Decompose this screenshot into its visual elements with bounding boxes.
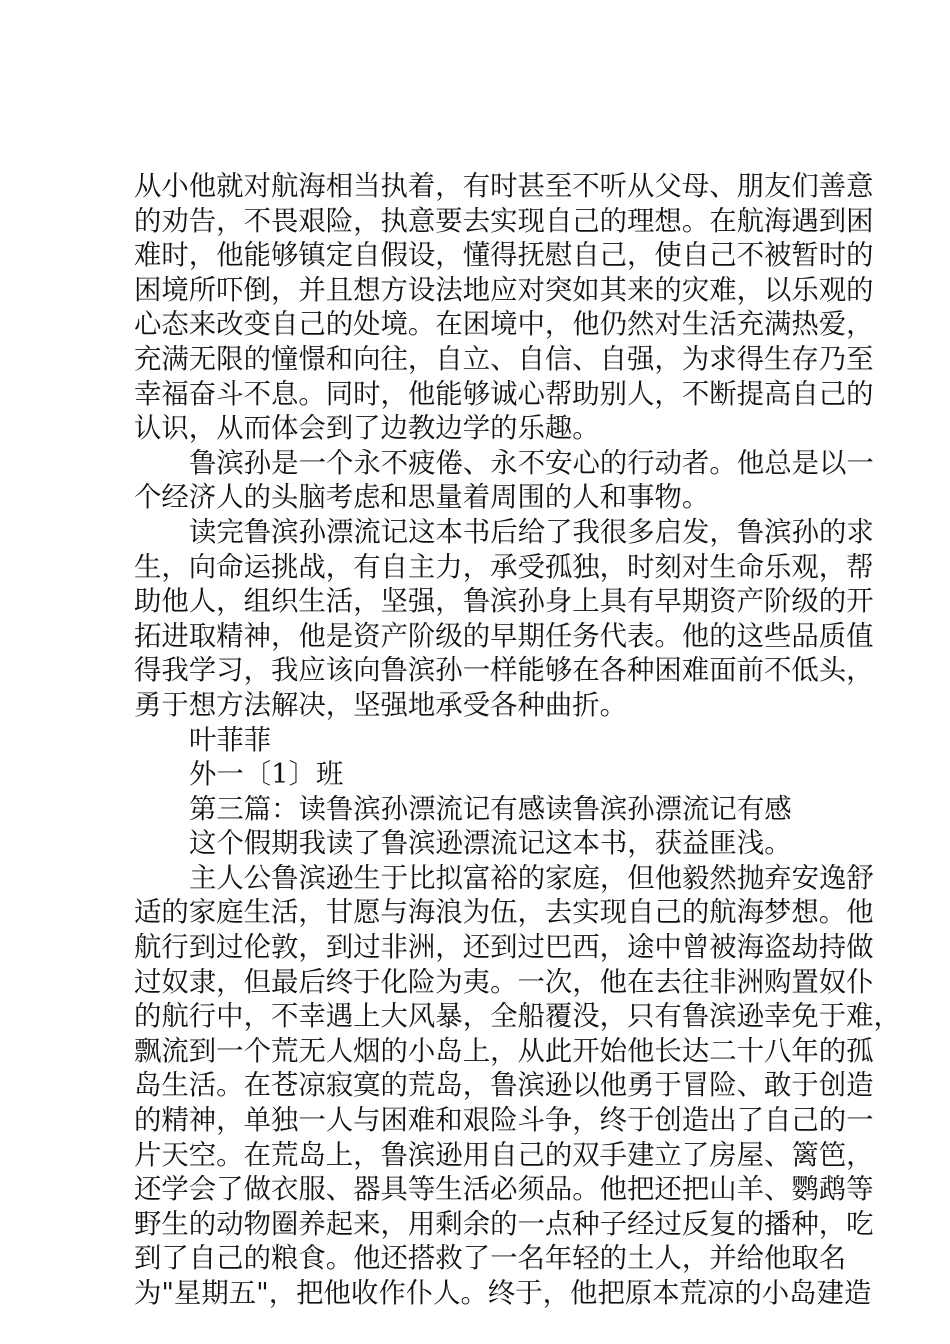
text-line: 拓进取精神，他是资产阶级的早期任务代表。他的这些品质值 <box>134 620 874 652</box>
text-line: 个经济人的头脑考虑和思量着周围的人和事物。 <box>134 482 710 514</box>
text-line: 航行到过伦敦，到过非洲，还到过巴西，途中曾被海盗劫持做 <box>134 932 874 964</box>
text-line: 困境所吓倒，并且想方设法地应对突如其来的灾难，以乐观的 <box>134 274 874 306</box>
text-line: 野生的动物圈养起来，用剩余的一点种子经过反复的播种，吃 <box>134 1208 874 1240</box>
text-line: 的劝告，不畏艰险，执意要去实现自己的理想。在航海遇到困 <box>134 205 874 237</box>
text-line: 得我学习，我应该向鲁滨孙一样能够在各种困难面前不低头， <box>134 655 874 687</box>
text-line: 难时，他能够镇定自假设，懂得抚慰自己，使自己不被暂时的 <box>134 240 874 272</box>
text-line: 片天空。在荒岛上，鲁滨逊用自己的双手建立了房屋、篱笆， <box>134 1139 874 1171</box>
text-line: 为"星期五"，把他收作仆人。终于，他把原本荒凉的小岛建造 <box>134 1278 872 1309</box>
text-line: 勇于想方法解决，坚强地承受各种曲折。 <box>134 689 628 721</box>
text-line: 适的家庭生活，甘愿与海浪为伍，去实现自己的航海梦想。他 <box>134 897 874 929</box>
author-class: 外一〔1〕班 <box>189 759 344 791</box>
text-line: 幸福奋斗不息。同时，他能够诚心帮助别人，不断提高自己的 <box>134 378 874 410</box>
text-line: 到了自己的粮食。他还搭救了一名年轻的土人，并给他取名 <box>134 1243 847 1275</box>
text-line: 岛生活。在苍凉寂寞的荒岛，鲁滨逊以他勇于冒险、敢于创造 <box>134 1070 874 1102</box>
text-line: 这个假期我读了鲁滨逊漂流记这本书，获益匪浅。 <box>189 828 792 860</box>
text-line: 主人公鲁滨逊生于比拟富裕的家庭，但他毅然抛弃安逸舒 <box>189 862 874 894</box>
body-text <box>134 170 901 1312</box>
text-line: 充满无限的憧憬和向往，自立、自信、自强，为求得生存乃至 <box>134 343 874 375</box>
section-heading: 第三篇：读鲁滨孙漂流记有感读鲁滨孙漂流记有感 <box>189 793 792 825</box>
text-line: 生，向命运挑战，有自主力，承受孤独，时刻对生命乐观，帮 <box>134 551 874 583</box>
text-line: 飘流到一个荒无人烟的小岛上，从此开始他长达二十八年的孤 <box>134 1035 874 1067</box>
text-line: 的航行中，不幸遇上大风暴，全船覆没，只有鲁滨逊幸免于难， <box>134 1001 901 1033</box>
text-line: 助他人，组织生活，坚强，鲁滨孙身上具有早期资产阶级的开 <box>134 586 874 618</box>
text-line: 的精神，单独一人与困难和艰险斗争，终于创造出了自己的一 <box>134 1105 874 1137</box>
author-name: 叶菲菲 <box>189 724 272 756</box>
text-line: 还学会了做衣服、器具等生活必须品。他把还把山羊、鹦鹉等 <box>134 1174 874 1206</box>
text-line: 过奴隶，但最后终于化险为夷。一次，他在去往非洲购置奴仆 <box>134 966 874 998</box>
text-line: 读完鲁滨孙漂流记这本书后给了我很多启发，鲁滨孙的求 <box>189 516 874 548</box>
text-line: 心态来改变自己的处境。在困境中，他仍然对生活充满热爱， <box>134 309 874 341</box>
text-line: 认识，从而体会到了边教边学的乐趣。 <box>134 413 600 445</box>
text-line: 从小他就对航海相当执着，有时甚至不听从父母、朋友们善意 <box>134 171 874 202</box>
text-line: 鲁滨孙是一个永不疲倦、永不安心的行动者。他总是以一 <box>189 447 874 479</box>
